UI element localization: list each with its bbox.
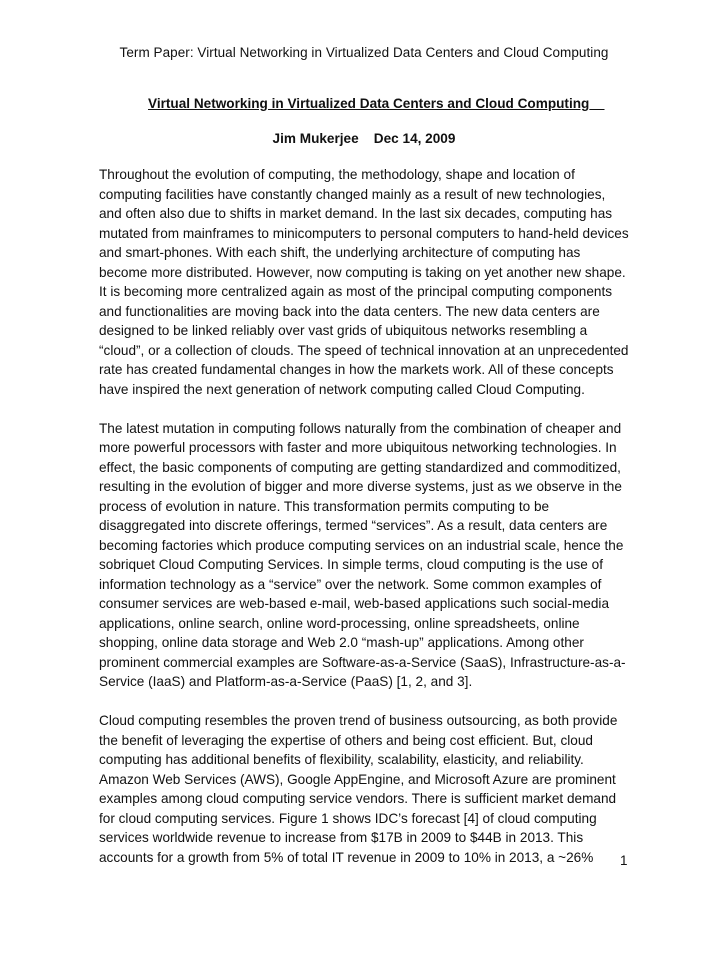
paper-date: Dec 14, 2009 (373, 131, 456, 146)
author-name: Jim Mukerjee (272, 131, 359, 146)
body-text (99, 165, 631, 887)
paragraph: The latest mutation in computing follows naturally from the combination of cheaper and more powerful processors with faster and more ubiquitous networking technologies. In effect, the basic components of computing are getting standardized and commoditized, resulting in the evolution of bigger and more diverse systems, just as we observe in the process of evolution in nature. This transformation permits computing to be disaggregated into discrete offerings, termed “services”. As a result, data centers are becoming factories which produce computing services on an industrial scale, hence the sobriquet Cloud Computing Services. In simple terms, cloud computing is the use of information technology as a “service” over the network. Some common examples of consumer services are web-based e-mail, web-based applications such social-media applications, online search, online word-processing, online spreadsheets, online shopping, online data storage and Web 2.0 “mash-up” applications. Among other prominent commercial examples are Software-as-a-Service (SaaS), Infrastructure-as-a-Service (IaaS) and Platform-as-a-Service (PaaS) [1, 2, and 3]. (99, 420, 626, 689)
running-header: Term Paper: Virtual Networking in Virtualized Data Centers and Cloud Computing (119, 45, 609, 60)
paragraph: Cloud computing resembles the proven trend of business outsourcing, as both provide the benefit of leveraging the expertise of others and being cost efficient. But, cloud computing has additional benefits of flexibility, scalability, elasticity, and reliability. Amazon Web Services (AWS), Google AppEngine, and Microsoft Azure are prominent examples among cloud computing service vendors. There is sufficient market demand for cloud computing services. Figure 1 shows IDC’s forecast [4] of cloud computing services worldwide revenue to increase from $17B in 2009 to $44B in 2013. This accounts for a growth from 5% of total IT revenue in 2009 to 10% in 2013, a ~26% (99, 713, 618, 865)
byline (0, 131, 728, 146)
paper-title: Virtual Networking in Virtualized Data Centers and Cloud Computing__ (148, 96, 605, 111)
paragraph: Throughout the evolution of computing, the methodology, shape and location of computing facilities have constantly changed mainly as a result of new technologies, and often also due to shifts in market demand. In the last six decades, computing has mutated from mainframes to minicomputers to personal computers to hand-held devices and smart-phones. With each shift, the underlying architecture of computing has become more distributed. However, now computing is taking on yet another new shape. It is becoming more centralized again as most of the principal computing components and functionalities are moving back into the data centers. The new data centers are designed to be linked reliably over vast grids of ubiquitous networks resembling a “cloud”, or a collection of clouds. The speed of technical innovation at an unprecedented rate has created fundamental changes in how the markets work. All of these concepts have inspired the next generation of network computing called Cloud Computing. (99, 167, 629, 397)
page-number: 1 (620, 853, 628, 868)
